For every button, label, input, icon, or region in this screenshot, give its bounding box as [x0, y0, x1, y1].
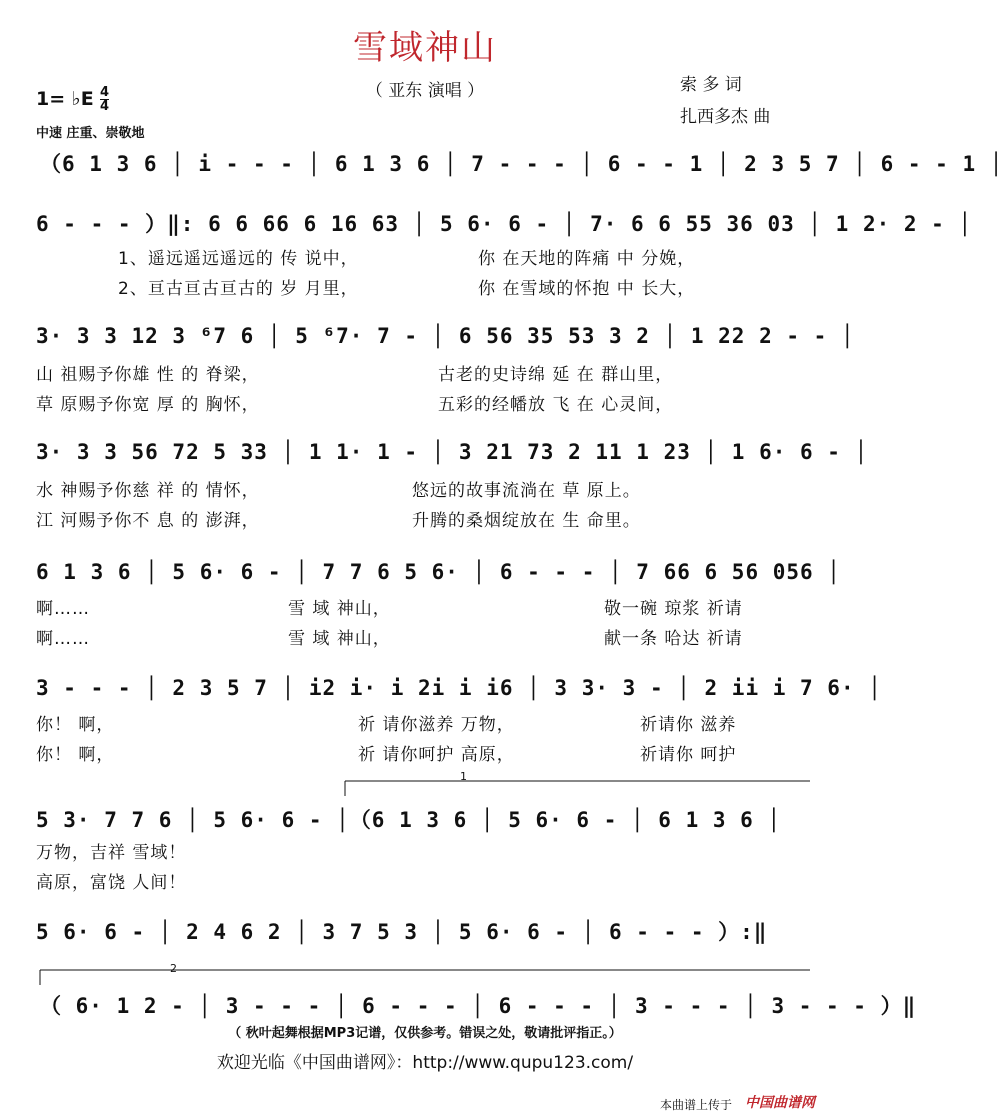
score-line-5: 6 1 3 6 │ 5 6· 6 - │ 7 7 6 5 6· │ 6 - - - │ 7 66 6 56 056 │: [36, 560, 841, 584]
lyric-v2b: 祈 请你呵护 高原，: [358, 745, 515, 765]
site-logo[interactable]: 中国曲谱网: [745, 1092, 841, 1112]
lyric-v2: 江 河赐予你不 息 的 澎湃，: [36, 511, 260, 531]
time-top: 4: [100, 85, 110, 100]
lyric-v1: 水 神赐予你慈 祥 的 情怀，: [36, 481, 260, 501]
lyric-v2c: 献一条 哈达 祈请: [604, 629, 743, 649]
lyric-v2: 你！ 啊，: [36, 745, 115, 765]
score-line-3: 3· 3 3 12 3 ⁶7 6 │ 5 ⁶7· 7 - │ 6 56 35 53 3 2 │ 1 22 2 - - │: [36, 324, 855, 348]
lyric-v1b: 你 在天地的阵痛 中 分娩，: [478, 249, 696, 269]
score-line-7: 5 3· 7 7 6 │ 5 6· 6 - │（6 1 3 6 │ 5 6· 6 - │ 6 1 3 6 │: [36, 808, 782, 832]
lyric-v2: 2、亘古亘古亘古的 岁 月里，: [118, 279, 359, 299]
lyric-v1b: 悠远的故事流淌在 草 原上。: [412, 481, 641, 501]
volta-2-label: 2: [170, 962, 177, 975]
score-line-8: 5 6· 6 - │ 2 4 6 2 │ 3 7 5 3 │ 5 6· 6 - │ 6 - - - ）:‖: [36, 920, 768, 944]
lyric-v2b: 五彩的经幡放 飞 在 心灵间，: [438, 395, 674, 415]
score-line-2: 6 - - - ）‖: 6 6 66 6 16 63 │ 5 6· 6 - │ 7· 6 6 55 36 03 │ 1 2· 2 - │: [36, 212, 973, 236]
lyricist-credit: 索 多 词: [680, 75, 742, 95]
score-line-9: （ 6· 1 2 - │ 3 - - - │ 6 - - - │ 6 - - - │ 3 - - - │ 3 - - - ）‖: [40, 994, 917, 1018]
singer-subtitle: （ 亚东 演唱 ）: [365, 81, 485, 101]
lyric-v2: 啊……: [36, 629, 90, 649]
lyric-v1: 啊……: [36, 599, 90, 619]
lyric-v1b: 古老的史诗绵 延 在 群山里，: [438, 365, 674, 385]
lyric-v2b: 雪 域 神山，: [288, 629, 391, 649]
page-title: 雪域神山: [353, 28, 497, 68]
lyric-v1b: 雪 域 神山，: [288, 599, 391, 619]
key-signature: 1= ♭E: [36, 88, 94, 110]
score-line-6: 3 - - - │ 2 3 5 7 │ i2 i· i 2i i i6 │ 3 3· 3 - │ 2 ii i 7 6· │: [36, 676, 882, 700]
lyric-v1c: 敬一碗 琼浆 祈请: [604, 599, 743, 619]
lyric-v2: 高原，富饶 人间！: [36, 873, 187, 893]
lyric-v1c: 祈请你 滋养: [640, 715, 737, 735]
lyric-v1: 万物，吉祥 雪域！: [36, 843, 187, 863]
lyric-v2c: 祈请你 呵护: [640, 745, 737, 765]
lyric-v1: 1、遥远遥远遥远的 传 说中，: [118, 249, 359, 269]
transcription-note: （ 秋叶起舞根据MP3记谱，仅供参考。错误之处，敬请批评指正。）: [228, 1026, 622, 1041]
score-line-1: （6 1 3 6 │ i - - - │ 6 1 3 6 │ 7 - - - │ 6 - - 1 │ 2 3 5 7 │ 6 - - 1 │: [40, 152, 1003, 176]
score-line-4: 3· 3 3 56 72 5 33 │ 1 1· 1 - │ 3 21 73 2 11 1 23 │ 1 6· 6 - │: [36, 440, 869, 464]
website-welcome: 欢迎光临《中国曲谱网》：http://www.qupu123.com/: [216, 1053, 634, 1073]
lyric-v2b: 你 在雪域的怀抱 中 长大，: [478, 279, 696, 299]
lyric-v2: 草 原赐予你宽 厚 的 胸怀，: [36, 395, 260, 415]
time-bottom: 4: [100, 99, 110, 114]
tempo-marking: 中速 庄重、崇敬地: [36, 126, 145, 141]
lyric-v1: 山 祖赐予你雄 性 的 脊梁，: [36, 365, 260, 385]
volta-1-label: 1: [460, 770, 467, 783]
composer-credit: 扎西多杰 曲: [680, 107, 771, 127]
lyric-v2b: 升腾的桑烟绽放在 生 命里。: [412, 511, 641, 531]
lyric-v1b: 祈 请你滋养 万物，: [358, 715, 515, 735]
lyric-v1: 你！ 啊，: [36, 715, 115, 735]
upload-label: 本曲谱上传于: [660, 1098, 733, 1112]
